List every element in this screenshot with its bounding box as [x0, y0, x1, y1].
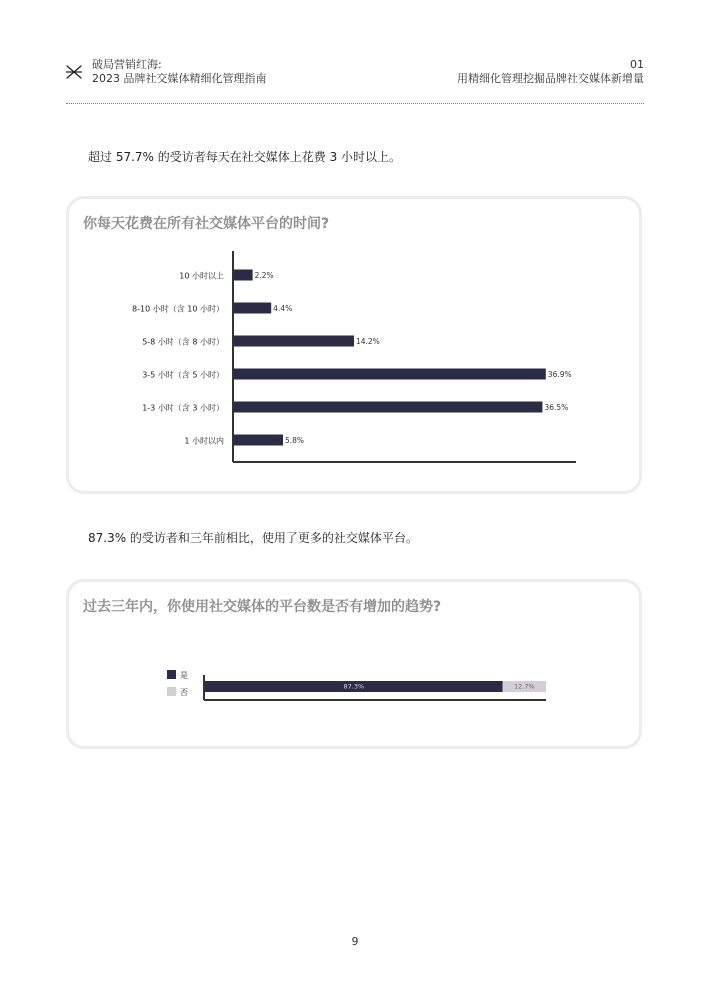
- legend-label: 否: [180, 688, 188, 697]
- bar: [234, 303, 271, 314]
- page-number: 9: [351, 935, 359, 948]
- category-label: 1-3 小时（含 3 小时）: [142, 403, 224, 413]
- data-label: 87.3%: [343, 682, 365, 691]
- data-label: 2.2%: [254, 271, 274, 280]
- category-label: 5-8 小时（含 8 小时）: [142, 337, 224, 347]
- chart-card-1: [66, 196, 642, 494]
- data-label: 4.4%: [273, 304, 293, 313]
- header-right: [457, 58, 644, 86]
- category-label: 3-5 小时（含 5 小时）: [142, 370, 224, 380]
- legend-swatch: [167, 687, 176, 696]
- asterisk-logo-icon: [66, 64, 82, 80]
- category-label: 8-10 小时（含 10 小时）: [132, 304, 224, 314]
- category-label: 10 小时以上: [179, 271, 224, 281]
- chart-1: [69, 199, 639, 491]
- header-left: [66, 58, 267, 86]
- chapter-number: 01: [630, 58, 644, 71]
- bar: [234, 369, 546, 380]
- chart-2-title: 过去三年内，你使用社交媒体的平台数是否有增加的趋势?: [83, 599, 442, 615]
- category-label: 1 小时以内: [184, 436, 224, 446]
- bar: [234, 270, 253, 281]
- data-label: 36.5%: [544, 403, 569, 412]
- document-title: 破局营销红海:: [92, 58, 162, 71]
- chart-1-title: 你每天花费在所有社交媒体平台的时间?: [83, 216, 330, 232]
- header-divider: [66, 103, 644, 104]
- data-label: 12.7%: [514, 682, 535, 691]
- chapter-title: 用精细化管理挖掘品牌社交媒体新增量: [457, 72, 644, 85]
- data-label: 36.9%: [547, 370, 572, 379]
- legend-label: 是: [180, 671, 188, 680]
- legend-swatch: [167, 670, 176, 679]
- bar: [234, 336, 354, 347]
- chart-card-2: [66, 579, 642, 749]
- chart-2: [69, 582, 639, 746]
- data-label: 14.2%: [355, 337, 380, 346]
- bar: [234, 435, 283, 446]
- intro-text-1: 超过 57.7% 的受访者每天在社交媒体上花费 3 小时以上。: [88, 150, 402, 164]
- data-label: 5.8%: [285, 436, 305, 445]
- bar: [234, 402, 542, 413]
- intro-text-2: 87.3% 的受访者和三年前相比，使用了更多的社交媒体平台。: [88, 531, 418, 545]
- document-subtitle: 2023 品牌社交媒体精细化管理指南: [92, 72, 267, 85]
